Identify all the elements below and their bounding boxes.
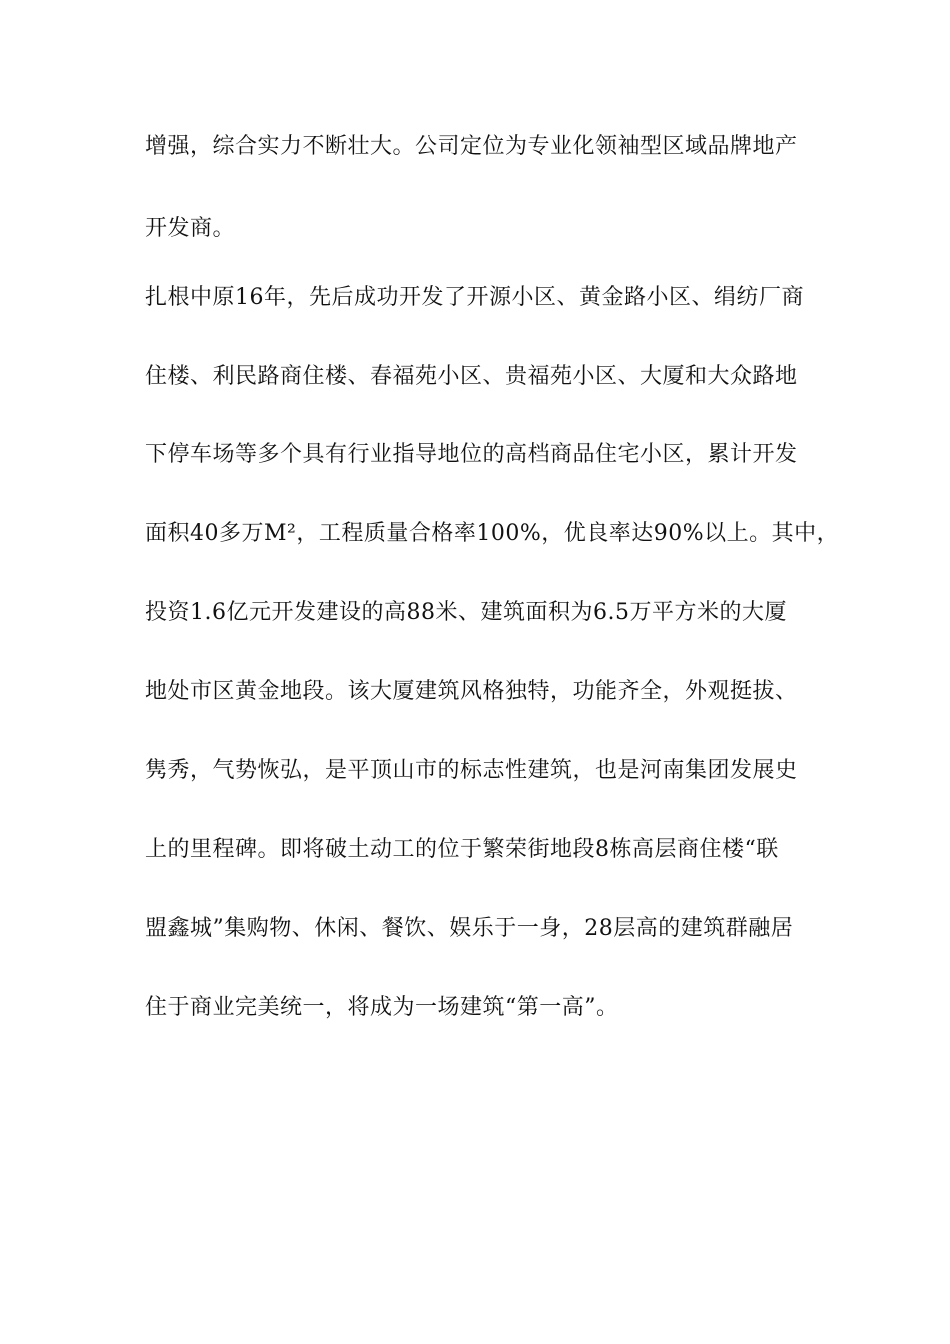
text-line-12: 住于商业完美统一，将成为一场建筑“第一高”。 <box>145 995 619 1020</box>
text-line-5: 下停车场等多个具有行业指导地位的高档商品住宅小区，累计开发 <box>145 442 798 467</box>
text-line-3: 扎根中原16年，先后成功开发了开源小区、黄金路小区、绢纺厂商 <box>145 285 804 310</box>
text-line-9: 隽秀，气势恢弘，是平顶山市的标志性建筑，也是河南集团发展史 <box>145 758 798 783</box>
text-line-11: 盟鑫城”集购物、休闲、餐饮、娱乐于一身，28层高的建筑群融居 <box>145 916 794 941</box>
text-line-10: 上的里程碑。即将破土动工的位于繁荣街地段8栋高层商住楼“联 <box>145 837 779 862</box>
text-line-6: 面积40多万M²，工程质量合格率100%，优良率达90%以上。其中， <box>145 521 840 546</box>
text-line-4: 住楼、利民路商住楼、春福苑小区、贵福苑小区、大厦和大众路地 <box>145 364 798 389</box>
text-line-7: 投资1.6亿元开发建设的高88米、建筑面积为6.5万平方米的大厦 <box>145 600 787 625</box>
text-line-8: 地处市区黄金地段。该大厦建筑风格独特，功能齐全，外观挺拔、 <box>145 679 798 704</box>
text-line-1: 增强，综合实力不断壮大。公司定位为专业化领袖型区域品牌地产 <box>145 134 798 159</box>
text-line-2: 开发商。 <box>145 216 236 241</box>
